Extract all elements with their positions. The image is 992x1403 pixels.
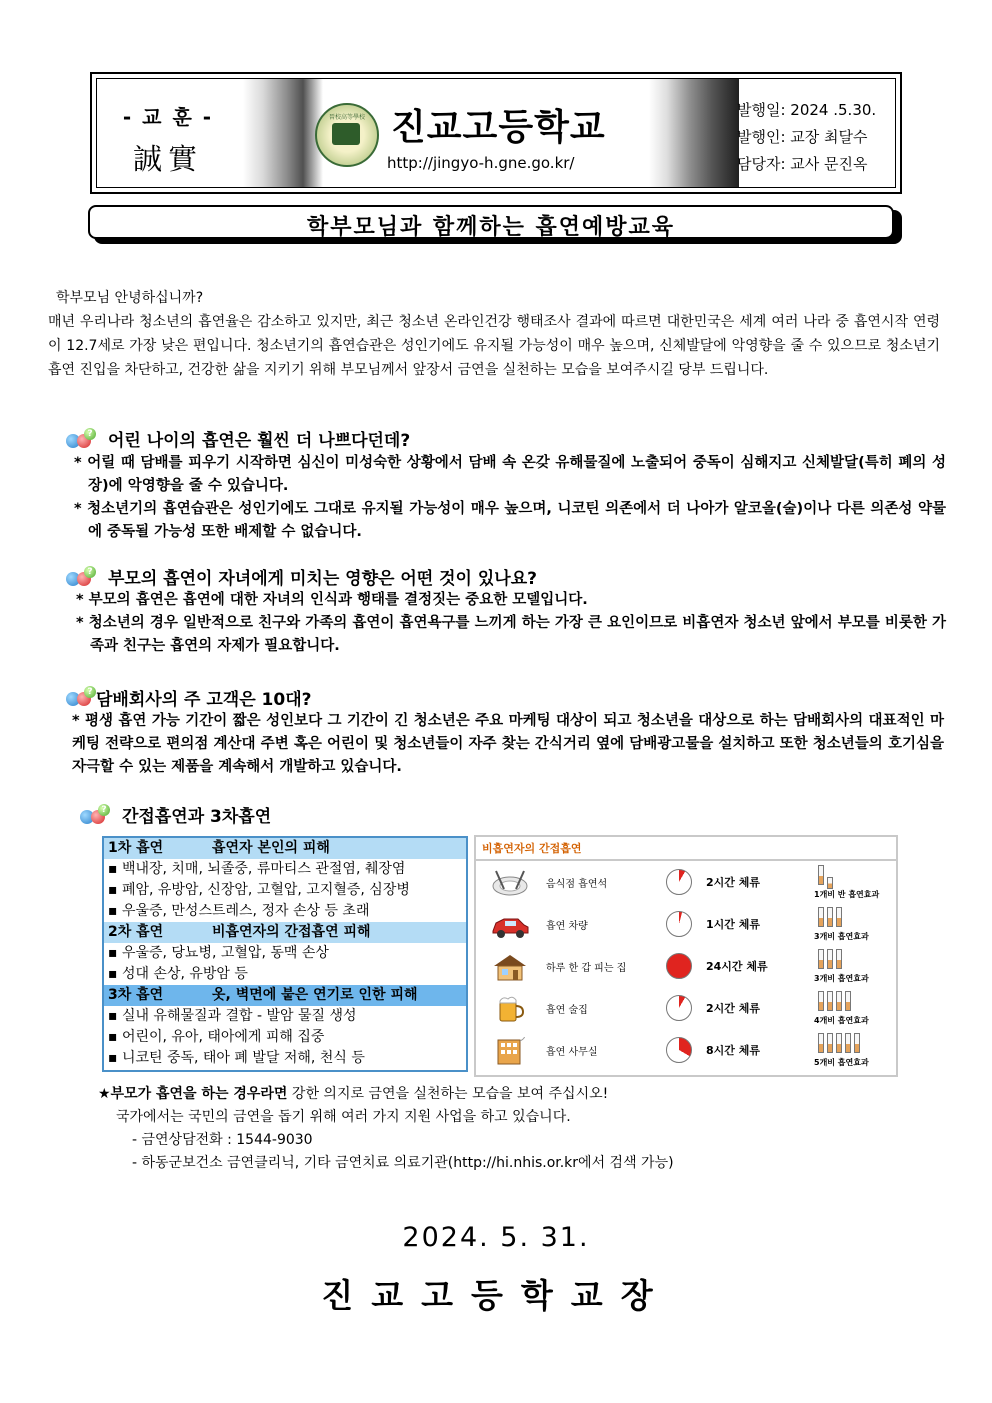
cigarette-icon [827, 949, 833, 969]
section-bullets [70, 452, 946, 544]
stage-desc: 비흡연자의 간접흡연 피해 [212, 924, 371, 940]
table-stage-header [104, 922, 466, 943]
smoking-effect: 3개비 흡연효과 [814, 932, 869, 941]
cigarette-icon [818, 865, 824, 885]
logo-emblem [332, 123, 360, 145]
school-motto [97, 79, 239, 187]
section-bullets [72, 710, 944, 779]
table-row: ▪ 폐암, 유방암, 신장암, 고혈압, 고지혈증, 심장병 [108, 882, 410, 898]
table-stage-header [104, 985, 466, 1006]
school-name: 진교고등학교 [391, 107, 606, 148]
issue-date-footer: 2024. 5. 31. [402, 1222, 590, 1253]
clock-icon [666, 995, 692, 1021]
question-bubbles-icon: ? [66, 686, 96, 708]
stage-desc: 흡연자 본인의 피해 [212, 840, 330, 856]
table-row: ▪ 우울증, 만성스트레스, 정자 손상 등 초래 [108, 903, 370, 919]
infographic-divider [476, 859, 896, 861]
hotline-line: - 금연상담전화 : 1544-9030 [132, 1132, 313, 1148]
clinic-line: - 하동군보건소 금연클리닉, 기타 금연치료 의료기관(http://hi.nhis.or.kr에서 검색 가능) [132, 1155, 674, 1171]
bullet-item: * 청소년기의 흡연습관은 성인기에도 그대로 유지될 가능성이 매우 높으며, 니코틴 의존에서 더 나아가 알코올(술)이나 다른 의존성 약물에 중독될 가능성 또한 배제할 수 없습니다. [74, 501, 946, 540]
closing-rest: 강한 의지로 금연을 실천하는 모습을 보여 주십시오! [287, 1086, 609, 1102]
manager: 담당자: 교사 문진옥 [737, 155, 868, 173]
stage-name: 3차 흡연 [108, 987, 164, 1003]
table-row: ▪ 우울증, 당뇨병, 고혈압, 동맥 손상 [108, 945, 329, 961]
smoking-effect: 1개비 반 흡연효과 [814, 890, 880, 899]
cigarette-icon [836, 1033, 842, 1053]
location-label: 흡연 사무실 [546, 1047, 598, 1058]
motto-text: 誠實 [132, 142, 203, 176]
section-heading: 어린 나이의 흡연은 훨씬 더 나쁘다던데? [108, 431, 411, 451]
smoking-effect: 3개비 흡연효과 [814, 974, 869, 983]
cigarette-icons [818, 991, 854, 1013]
stay-duration: 2시간 체류 [706, 1002, 760, 1015]
stay-duration: 2시간 체류 [706, 876, 760, 889]
clock-icon [666, 869, 692, 895]
infographic-row [476, 863, 896, 903]
infographic-row [476, 989, 896, 1029]
stay-duration: 24시간 체류 [706, 960, 768, 973]
closing-line: 국가에서는 국민의 금연을 돕기 위해 여러 가지 지원 사업을 하고 있습니다. [116, 1109, 571, 1125]
intro-paragraph [48, 286, 940, 382]
infographic-row [476, 1031, 896, 1071]
publication-info [737, 97, 907, 178]
cigarette-icon [827, 1033, 833, 1053]
infographic-row [476, 905, 896, 945]
house-icon [490, 953, 530, 981]
question-bubbles-icon: ? [80, 804, 110, 826]
intro-body: 매년 우리나라 청소년의 흡연율은 감소하고 있지만, 최근 청소년 온라인건강 행태조사 결과에 따르면 대한민국은 세계 여러 나라 중 흡연시작 연령이 12.7세로 가장 낮은 편입니다. 청소년기의 흡연습관은 성인기에도 유지될 가능성이 매우 높으며, 신체발달에 악영향을 줄 수 있으므로 청소년기 흡연 진입을 차단하고, 건강한 삶을 지키기 위해 부모님께서 앞장서 금연을 실천하는 모습을 보여주시길 당부 드립니다. [48, 314, 940, 378]
table-stage-header [104, 838, 466, 859]
clock-icon [666, 953, 692, 979]
clock-icon [666, 1037, 692, 1063]
cigarette-icons [818, 949, 845, 971]
stay-duration: 8시간 체류 [706, 1044, 760, 1057]
cigarette-icon [818, 1033, 824, 1053]
cigarette-icon [827, 907, 833, 927]
cigarette-icon [827, 991, 833, 1011]
table-row: ▪ 어린이, 유아, 태아에게 피해 집중 [108, 1029, 325, 1045]
cigarette-icon [845, 991, 851, 1011]
bullet-item: * 어릴 때 담배를 피우기 시작하면 심신이 미성숙한 상황에서 담배 속 온갖 유해물질에 노출되어 중독이 심해지고 신체발달(특히 폐의 성장)에 악영향을 줄 수 있습니다. [74, 455, 946, 494]
question-bubbles-icon: ? [66, 428, 96, 450]
cigarette-icons [818, 865, 836, 887]
motto-label: - 교 훈 - [122, 105, 214, 129]
cigarette-icon [836, 949, 842, 969]
table-row: ▪ 성대 손상, 유방암 등 [108, 966, 248, 982]
section-heading: 부모의 흡연이 자녀에게 미치는 영향은 어떤 것이 있나요? [108, 569, 537, 589]
infographic-row [476, 947, 896, 987]
beer-icon [490, 995, 530, 1023]
school-logo-icon [315, 103, 379, 167]
cigarette-icon [818, 907, 824, 927]
half-cigarette-icon [827, 877, 833, 889]
newsletter-header [90, 72, 902, 194]
header-gradient-right [649, 79, 739, 187]
cigarette-icon [845, 1033, 851, 1053]
cigarette-icons [818, 907, 845, 929]
principal-signature: 진교고등학교장 [321, 1276, 671, 1315]
location-label: 흡연 차량 [546, 921, 588, 932]
bullet-item: * 부모의 흡연은 흡연에 대한 자녀의 인식과 행태를 결정짓는 중요한 모델입니다. [76, 592, 588, 608]
smoking-effect: 4개비 흡연효과 [814, 1016, 869, 1025]
cigarette-icon [818, 991, 824, 1011]
car-icon [490, 911, 530, 939]
stage-desc: 옷, 벽면에 붙은 연기로 인한 피해 [212, 987, 418, 1003]
cigarette-icon [836, 907, 842, 927]
table-row: ▪ 실내 유해물질과 결합 - 발암 물질 생성 [108, 1008, 357, 1024]
closing-emphasis: ★부모가 흡연을 하는 경우라면 [98, 1086, 288, 1102]
title-box [88, 205, 894, 239]
cigarette-icons [818, 1033, 863, 1055]
office-icon [490, 1037, 530, 1065]
closing-line [98, 1083, 938, 1106]
stage-name: 2차 흡연 [108, 924, 164, 940]
logo-text: 晉校高等學校 [328, 114, 365, 121]
secondhand-smoke-infographic [474, 835, 898, 1077]
table-row: ▪ 니코틴 중독, 태아 폐 발달 저해, 천식 등 [108, 1050, 365, 1066]
location-label: 흡연 술집 [546, 1005, 588, 1016]
cigarette-icon [854, 1033, 860, 1053]
cigarette-icon [818, 949, 824, 969]
location-label: 음식점 흡연석 [546, 879, 608, 890]
clock-icon [666, 911, 692, 937]
section-bullets [72, 589, 946, 658]
smoking-stages-table [102, 836, 468, 1072]
school-url-link[interactable]: http://jingyo-h.gne.go.kr/ [387, 154, 575, 172]
stage-name: 1차 흡연 [108, 840, 164, 856]
publisher: 발행인: 교장 최달수 [737, 128, 868, 146]
table-row: ▪ 백내장, 치매, 뇌졸중, 류마티스 관절염, 췌장염 [108, 861, 406, 877]
header-gradient-left [243, 79, 323, 187]
intro-greeting: 학부모님 안녕하십니까? [56, 290, 204, 306]
stay-duration: 1시간 체류 [706, 918, 760, 931]
title-bar [88, 205, 903, 245]
smoking-effect: 5개비 흡연효과 [814, 1058, 869, 1067]
bullet-item: * 평생 흡연 가능 기간이 짧은 성인보다 그 기간이 긴 청소년은 주요 마케팅 대상이 되고 청소년을 대상으로 하는 담배회사의 대표적인 마케팅 전략으로 편의점 계산대 주변 혹은 어린이 및 청소년들이 자주 찾는 간식거리 옆에 담배광고물을 설치하고 또한 청소년들의 호기심을 자극할 수 있는 제품을 계속해서 개발하고 있습니다. [72, 713, 944, 775]
infographic-title: 비흡연자의 간접흡연 [482, 842, 582, 855]
closing-notes [98, 1083, 938, 1175]
restaurant-icon [490, 869, 530, 897]
section-heading: 담배회사의 주 고객은 10대? [96, 690, 312, 710]
section-heading: 간접흡연과 3차흡연 [122, 807, 272, 827]
location-label: 하루 한 갑 피는 집 [546, 963, 627, 974]
bullet-item: * 청소년의 경우 일반적으로 친구와 가족의 흡연이 흡연욕구를 느끼게 하는 가장 큰 요인이므로 비흡연자 청소년 앞에서 부모를 비롯한 가족과 친구는 흡연의 자제가 필요합니다. [76, 615, 946, 654]
issue-date: 발행일: 2024 .5.30. [737, 101, 877, 119]
question-bubbles-icon: ? [66, 566, 96, 588]
cigarette-icon [836, 991, 842, 1011]
page-title: 학부모님과 함께하는 흡연예방교육 [306, 215, 676, 240]
header-center [323, 79, 649, 187]
header-inner-frame [96, 78, 896, 188]
